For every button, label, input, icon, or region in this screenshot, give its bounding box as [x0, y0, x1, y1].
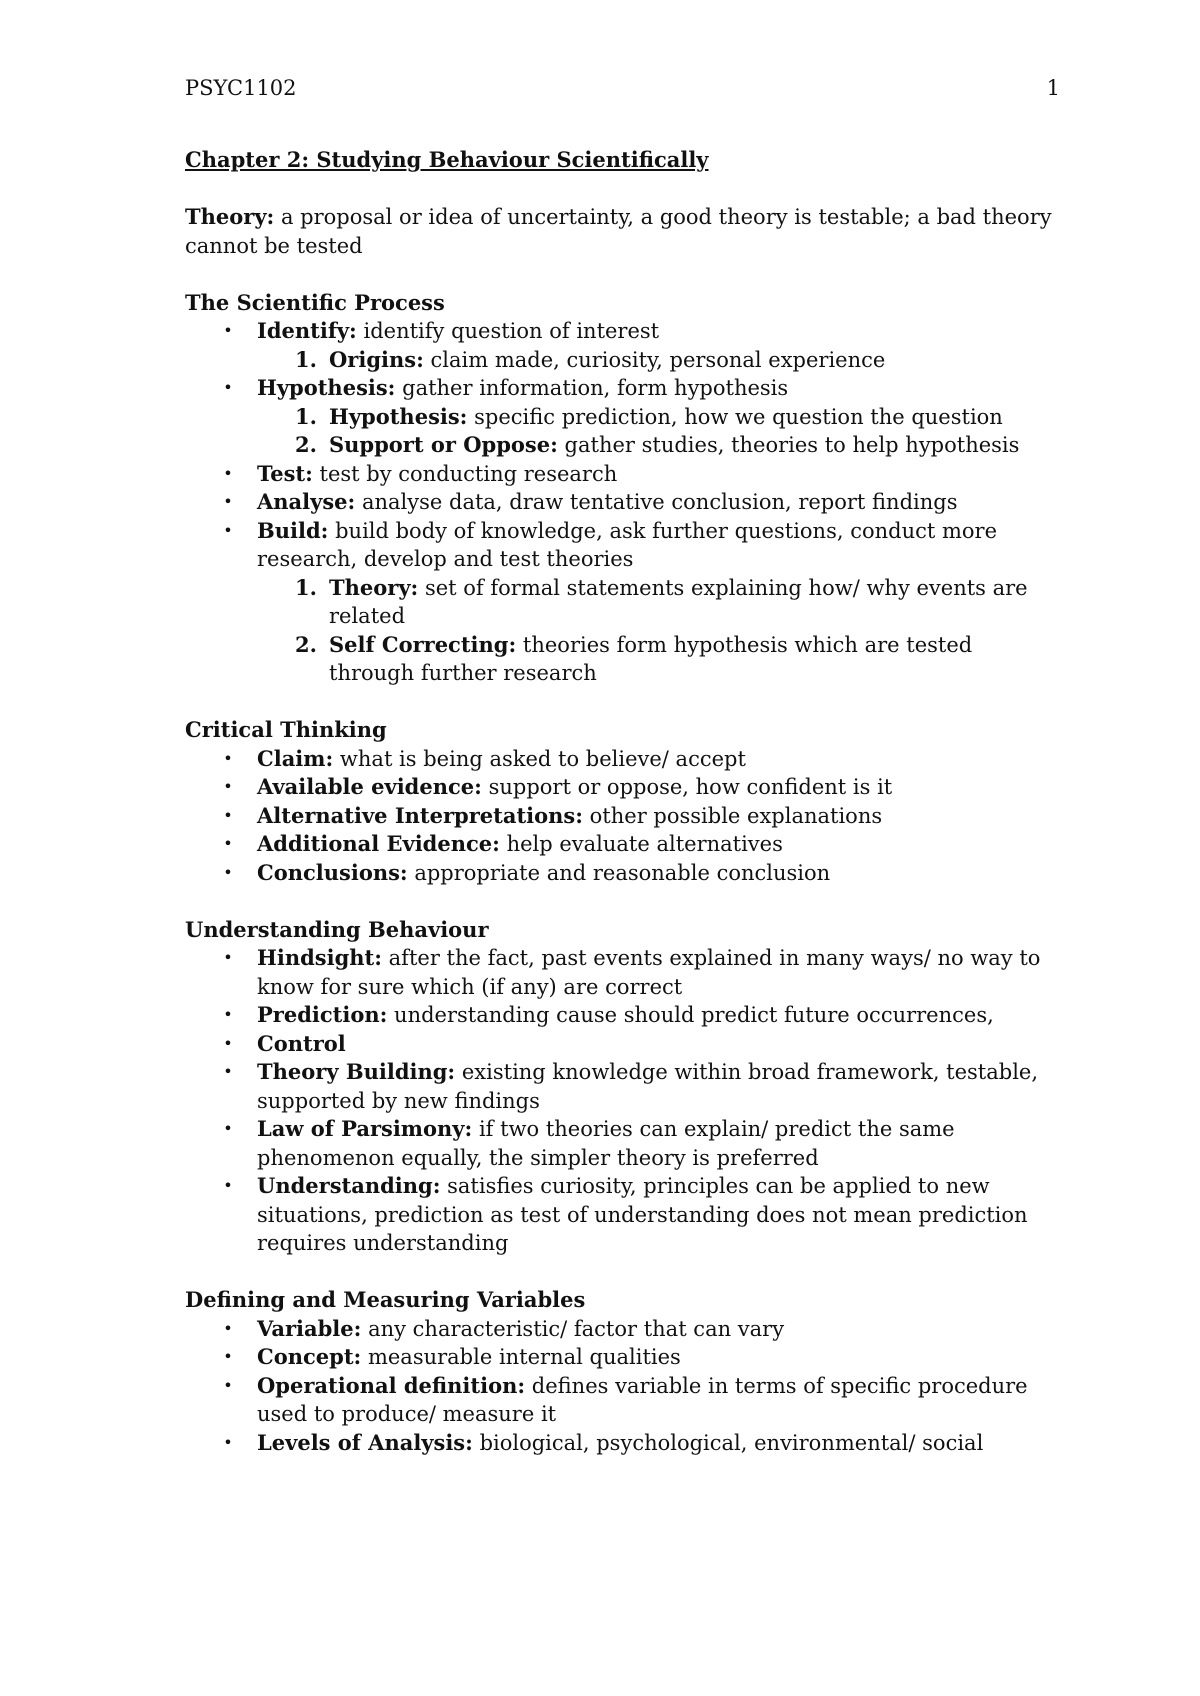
section-understanding-behaviour: [185, 916, 1055, 1258]
section-heading: Understanding Behaviour: [185, 916, 489, 942]
item-term: Support or Oppose:: [329, 432, 558, 457]
list-item: [185, 488, 1055, 517]
bullet-icon: •: [223, 1347, 233, 1366]
bullet-icon: •: [223, 492, 233, 511]
chapter-title: Chapter 2: Studying Behaviour Scientifically: [185, 147, 709, 172]
item-text: support or oppose, how confident is it: [481, 775, 893, 799]
numbered-item: [185, 403, 1055, 432]
bullet-icon: •: [223, 463, 233, 483]
theory-definition: [185, 203, 1055, 260]
item-text: set of formal statements explaining how/ why events are related: [329, 575, 1028, 628]
item-term: Build:: [257, 517, 329, 543]
document-body: [185, 146, 1055, 1457]
bullet-icon: •: [223, 777, 233, 796]
item-term: Control: [257, 1030, 346, 1056]
item-term: Hindsight:: [257, 945, 382, 970]
item-term: Analyse:: [257, 489, 356, 514]
numbered-item: [185, 631, 1055, 688]
item-term: Understanding:: [257, 1173, 441, 1198]
bullet-icon: •: [223, 1119, 233, 1138]
item-term: Prediction:: [257, 1002, 388, 1027]
list-item: [185, 802, 1055, 831]
page-number: 1: [1046, 76, 1060, 100]
item-term: Concept:: [257, 1344, 362, 1369]
item-text: appropriate and reasonable conclusion: [407, 860, 831, 885]
item-text: satisfies curiosity, principles can be applied to new situations, prediction as test of understanding does not mean prediction requires understanding: [257, 1174, 1028, 1255]
numbered-item: [185, 346, 1055, 375]
list-item: [185, 773, 1055, 802]
item-text: build body of knowledge, ask further questions, conduct more research, develop and test theories: [257, 518, 998, 571]
bullet-icon: •: [223, 1005, 233, 1024]
item-term: Self Correcting:: [329, 631, 517, 657]
item-text: any characteristic/ factor that can vary: [361, 1316, 785, 1341]
bullet-icon: •: [223, 862, 233, 882]
section-heading: The Scientific Process: [185, 289, 445, 315]
item-text: other possible explanations: [582, 803, 883, 828]
item-text: after the fact, past events explained in many ways/ no way to know for sure which (if any) are correct: [257, 946, 1041, 999]
definition-text: a proposal or idea of uncertainty, a good theory is testable; a bad theory cannot be tested: [185, 205, 1052, 258]
bullet-list: [185, 1315, 1055, 1458]
item-text: existing knowledge within broad framework, testable, supported by new findings: [257, 1060, 1039, 1113]
item-term: Alternative Interpretations:: [257, 802, 583, 828]
list-item: [185, 1001, 1055, 1030]
section-critical-thinking: [185, 716, 1055, 887]
list-item: [185, 1429, 1055, 1458]
list-item: [185, 1372, 1055, 1429]
item-number: 1.: [295, 403, 317, 429]
list-item: [185, 745, 1055, 774]
item-term: Hypothesis:: [329, 403, 468, 429]
bullet-icon: •: [223, 1176, 233, 1195]
list-item: [185, 460, 1055, 489]
bullet-icon: •: [223, 1432, 233, 1452]
course-code: PSYC1102: [185, 76, 297, 100]
item-text: claim made, curiosity, personal experience: [423, 347, 886, 372]
bullet-icon: •: [223, 1033, 233, 1053]
list-item: [185, 1172, 1055, 1258]
list-item: [185, 944, 1055, 1001]
item-text: understanding cause should predict future occurrences,: [387, 1003, 994, 1027]
item-term: Levels of Analysis:: [257, 1429, 473, 1455]
numbered-item: [185, 431, 1055, 460]
section-heading: Critical Thinking: [185, 717, 387, 742]
bullet-icon: •: [223, 1375, 233, 1395]
item-term: Available evidence:: [257, 774, 482, 799]
item-text: analyse data, draw tentative conclusion, report findings: [355, 490, 958, 514]
item-number: 1.: [295, 574, 317, 600]
list-item: [185, 1058, 1055, 1115]
item-text: what is being asked to believe/ accept: [333, 746, 746, 771]
bullet-icon: •: [223, 948, 233, 967]
item-term: Operational definition:: [257, 1372, 526, 1398]
list-item: [185, 1115, 1055, 1172]
bullet-icon: •: [223, 748, 233, 768]
bullet-list: [185, 745, 1055, 888]
item-term: Origins:: [329, 346, 424, 372]
item-text: if two theories can explain/ predict the same phenomenon equally, the simpler theory is preferred: [257, 1117, 955, 1170]
bullet-icon: •: [223, 520, 233, 540]
numbered-list: [257, 574, 1055, 688]
definition-term: Theory:: [185, 204, 275, 229]
item-term: Additional Evidence:: [257, 831, 500, 856]
bullet-icon: •: [223, 1318, 233, 1338]
item-term: Test:: [257, 460, 313, 486]
item-term: Identify:: [257, 318, 357, 343]
section-defining-variables: [185, 1286, 1055, 1457]
bullet-icon: •: [223, 805, 233, 825]
list-item: [185, 1315, 1055, 1344]
item-text: identify question of interest: [356, 319, 660, 343]
item-term: Theory:: [329, 574, 419, 600]
bullet-list: [185, 944, 1055, 1258]
item-text: specific prediction, how we question the question: [467, 404, 1003, 429]
item-term: Conclusions:: [257, 859, 408, 885]
bullet-icon: •: [223, 321, 233, 340]
item-text: gather studies, theories to help hypothesis: [557, 433, 1020, 457]
section-heading: Defining and Measuring Variables: [185, 1287, 586, 1312]
item-term: Theory Building:: [257, 1059, 456, 1084]
item-text: test by conducting research: [312, 461, 618, 486]
list-item: [185, 1030, 1055, 1059]
item-term: Law of Parsimony:: [257, 1116, 473, 1141]
item-text: theories form hypothesis which are tested through further research: [329, 632, 973, 685]
item-text: help evaluate alternatives: [499, 832, 783, 856]
numbered-list: [257, 346, 1055, 375]
bullet-icon: •: [223, 834, 233, 853]
bullet-icon: •: [223, 1062, 233, 1081]
section-scientific-process: [185, 289, 1055, 688]
item-term: Claim:: [257, 745, 334, 771]
list-item: [185, 830, 1055, 859]
list-item: [185, 859, 1055, 888]
item-number: 2.: [295, 432, 317, 457]
bullet-list: [185, 317, 1055, 688]
bullet-icon: •: [223, 378, 233, 397]
item-text: biological, psychological, environmental/ social: [472, 1430, 984, 1455]
numbered-list: [257, 403, 1055, 460]
item-term: Variable:: [257, 1315, 362, 1341]
item-number: 2.: [295, 631, 317, 657]
item-number: 1.: [295, 346, 317, 372]
list-item: [185, 1343, 1055, 1372]
item-text: defines variable in terms of specific procedure used to produce/ measure it: [257, 1373, 1028, 1426]
numbered-item: [185, 574, 1055, 631]
item-term: Hypothesis:: [257, 375, 396, 400]
list-item: [185, 317, 1055, 374]
list-item: [185, 517, 1055, 688]
list-item: [185, 374, 1055, 460]
item-text: gather information, form hypothesis: [395, 376, 789, 400]
item-text: measurable internal qualities: [361, 1345, 681, 1369]
